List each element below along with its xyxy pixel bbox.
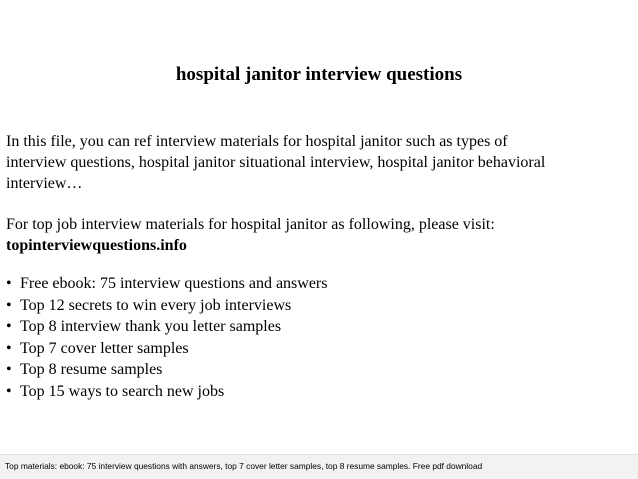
list-item	[6, 359, 327, 381]
bullet-icon: •	[6, 318, 12, 335]
list-item-label: Top 8 resume samples	[20, 361, 163, 378]
intro-paragraph	[6, 131, 632, 194]
site-link[interactable]: topinterviewquestions.info	[6, 237, 187, 254]
list-item	[6, 338, 327, 360]
footer-bar	[0, 454, 638, 479]
intro-line: In this file, you can ref interview materials for hospital janitor such as types of	[6, 133, 508, 150]
list-item-label: Top 7 cover letter samples	[20, 339, 189, 357]
list-item	[6, 316, 327, 338]
bullet-icon: •	[6, 361, 12, 378]
bullet-icon: •	[6, 275, 12, 292]
visit-text: For top job interview materials for hospital janitor as following, please visit:	[6, 216, 495, 233]
footer-text: Top materials: ebook: 75 interview questions with answers, top 7 cover letter samples, top 8 resume samples. Free pdf download	[5, 461, 483, 471]
bullet-icon: •	[6, 339, 12, 357]
visit-paragraph	[6, 214, 632, 256]
list-item	[6, 381, 327, 403]
bullet-icon: •	[6, 296, 12, 314]
intro-line: interview questions, hospital janitor situational interview, hospital janitor behavioral	[6, 154, 546, 171]
bullet-icon: •	[6, 382, 12, 400]
list-item-label: Top 15 ways to search new jobs	[20, 382, 225, 400]
intro-line: interview…	[6, 175, 83, 192]
list-item-label: Free ebook: 75 interview questions and answers	[20, 275, 328, 292]
list-item	[6, 273, 327, 295]
list-item	[6, 295, 327, 317]
page-title: hospital janitor interview questions	[175, 64, 463, 85]
list-item-label: Top 12 secrets to win every job interviews	[20, 296, 292, 314]
list-item-label: Top 8 interview thank you letter samples	[20, 318, 282, 335]
materials-list	[6, 273, 327, 402]
